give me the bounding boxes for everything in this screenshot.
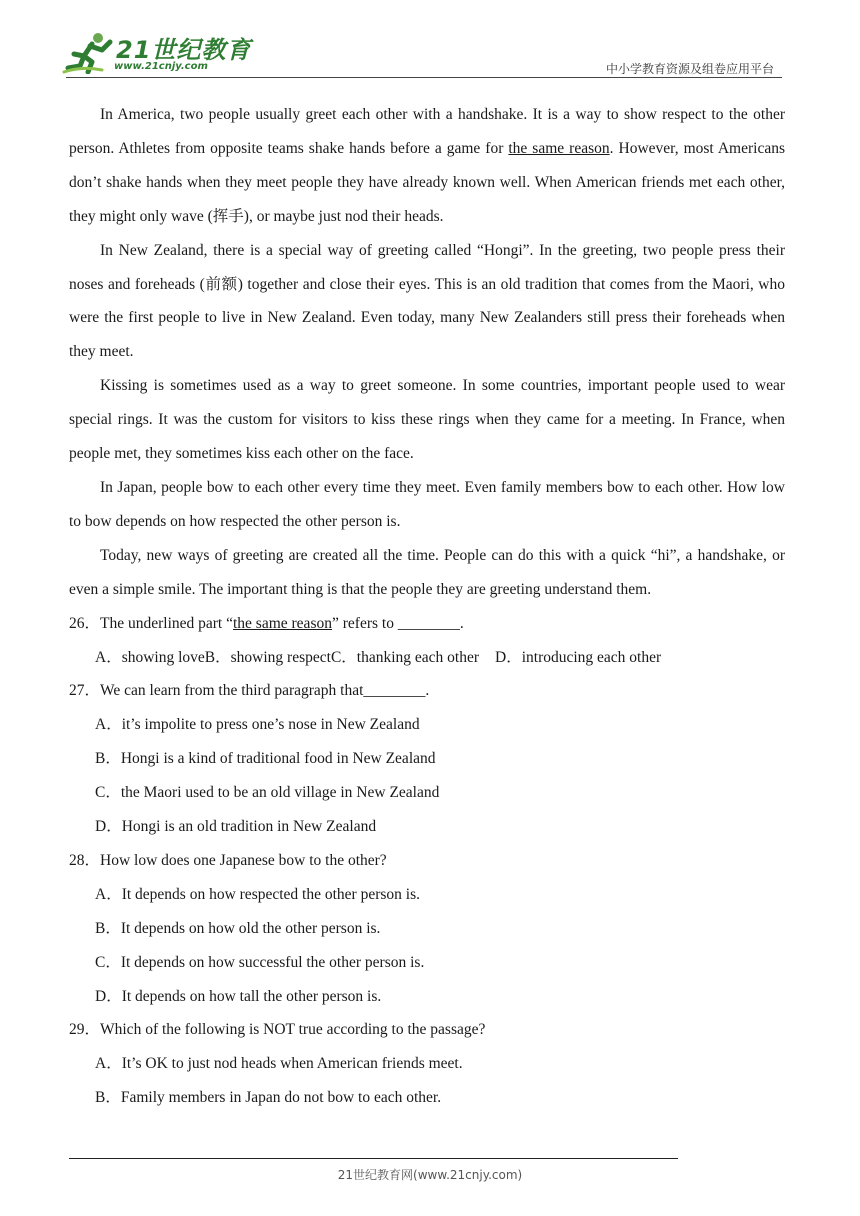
runner-logo-icon [62, 32, 118, 74]
page-footer: 21世纪教育网(www.21cnjy.com) [337, 1168, 523, 1182]
q27-option-c: C．the Maori used to be an old village in New Zealand [95, 784, 440, 802]
platform-label: 中小学教育资源及组卷应用平台 [605, 62, 774, 76]
page-header [0, 0, 860, 84]
q28-option-d: D．It depends on how tall the other person is. [95, 987, 382, 1005]
paragraph-4: In Japan, people bow to each other every time they meet. Even family members bow to each other. How low to bow depends on how respected the other person is. [69, 478, 785, 530]
underlined-phrase: the same reason [508, 139, 610, 157]
site-logo [62, 30, 252, 78]
q27-option-b: B．Hongi is a kind of traditional food in New Zealand [95, 750, 436, 768]
q26-option-c: C．thanking each other [330, 648, 480, 666]
q28-option-b: B．It depends on how old the other person is. [95, 919, 381, 937]
paragraph-5: Today, new ways of greeting are created all the time. People can do this with a quick “hi”, a handshake, or even a simple smile. The important thing is that the people they are greeting understand them. [69, 546, 785, 598]
q27-option-a: A．it’s impolite to press one’s nose in New Zealand [95, 716, 420, 734]
q26-option-a: A．showing love [95, 648, 205, 666]
paragraph-1 [69, 98, 785, 234]
footer-divider [69, 1158, 678, 1159]
q28-option-a: A．It depends on how respected the other person is. [95, 885, 420, 903]
q26-option-b: B．showing respect [204, 648, 331, 666]
paragraph-3: Kissing is sometimes used as a way to greet someone. In some countries, important people used to wear special rings. It was the custom for visitors to kiss these rings when they came for a meeting. In France, when people met, they sometimes kiss each other on the face. [69, 377, 785, 463]
question-27: 27．We can learn from the third paragraph that________. [69, 682, 430, 700]
q29-option-b: B．Family members in Japan do not bow to each other. [95, 1089, 442, 1107]
question-26 [69, 607, 785, 641]
header-divider [66, 77, 782, 78]
logo-text: 21世纪教育 [116, 36, 252, 64]
paragraph-2: In New Zealand, there is a special way of greeting called “Hongi”. In the greeting, two people press their noses and foreheads (前额) together and close their eyes. This is an old tradition that comes from the Maori, who were the first people to live in New Zealand. Even today, many New Zealanders still press their foreheads when they meet. [69, 241, 785, 361]
q28-option-c: C．It depends on how successful the other person is. [95, 953, 425, 971]
p1-text-start: In America, two people usually greet each other with a handshake. It is a way to show respect to the other person. Athletes from opposite teams shake hands before a game for [69, 106, 785, 157]
q26-stem-end: ” refers to ________. [331, 614, 464, 632]
q29-option-a: A．It’s OK to just nod heads when American friends meet. [95, 1055, 463, 1073]
q26-options [69, 641, 785, 675]
question-29: 29．Which of the following is NOT true according to the passage? [69, 1021, 486, 1039]
p1-text-end: . However, most Americans don’t shake hands when they meet people they have already known well. When American friends met each other, they might only wave (挥手), or maybe just nod their heads. [69, 139, 785, 225]
q26-option-d: D．introducing each other [495, 648, 662, 666]
q27-option-d: D．Hongi is an old tradition in New Zealand [95, 818, 377, 836]
logo-url: www.21cnjy.com [114, 61, 208, 72]
question-28: 28．How low does one Japanese bow to the other? [69, 851, 387, 869]
document-body [69, 98, 785, 1115]
q26-underlined: the same reason [232, 614, 332, 632]
q26-stem-start: 26．The underlined part “ [69, 614, 233, 632]
